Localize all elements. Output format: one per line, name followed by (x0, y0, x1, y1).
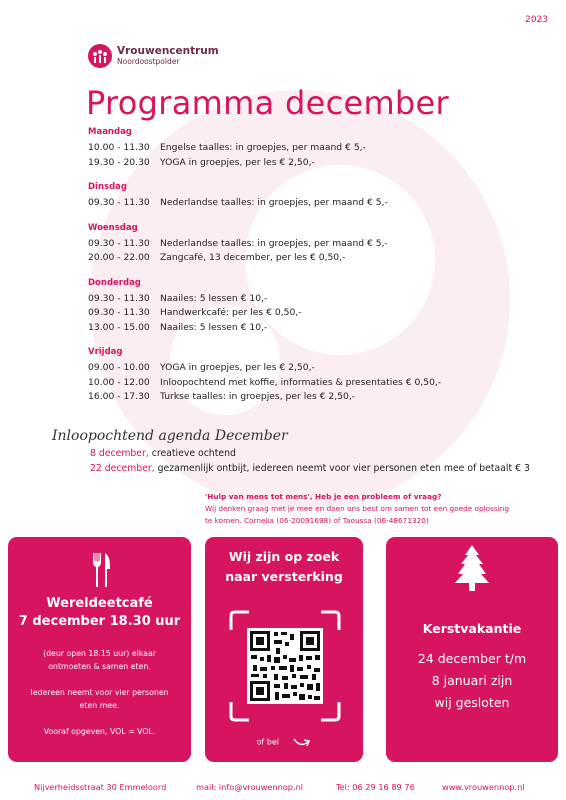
footer-address: Nijverheidsstraat 30 Emmeloord (34, 782, 167, 792)
footer-phone[interactable]: Tel: 06 29 16 89 76 (336, 782, 415, 792)
card-line: ontmoeten & samen eten. (48, 662, 151, 671)
card-line: Vooraf opgeven, VOL = VOL. (43, 727, 156, 736)
wereldeetcafe-card (8, 537, 191, 762)
row-time: 09.30 - 11.30 (88, 237, 150, 249)
inloop-date: 22 december, (90, 463, 155, 474)
row-time: 10.00 - 11.30 (88, 142, 150, 153)
card-line: 8 januari zijn (431, 673, 513, 688)
schedule-row (88, 390, 508, 405)
day-name: Donderdag (88, 277, 141, 288)
card-spacer (8, 673, 191, 686)
card-line: Iedereen neemt voor vier personen (30, 688, 169, 697)
inloop-agenda (52, 428, 532, 476)
row-activity: Naailes: 5 lessen € 10,- (160, 292, 268, 304)
row-activity: Nederlandse taalles: in groepjes, per maand € 5,- (160, 197, 388, 208)
row-activity: Turkse taalles: in groepjes, per les € 2,50,- (160, 391, 356, 402)
logo-name: Vrouwencentrum (117, 45, 219, 57)
card-subtitle: naar versterking (225, 569, 343, 584)
inloop-text: creatieve ochtend (148, 448, 236, 459)
inloop-date: 8 december, (90, 448, 149, 459)
card-body (386, 648, 558, 714)
arrow-icon (292, 736, 312, 748)
schedule-row (88, 196, 508, 211)
schedule-row (88, 251, 508, 266)
schedule-row (88, 237, 508, 252)
day-name: Maandag (88, 127, 132, 137)
inloop-title: Inloopochtend agenda December (52, 428, 288, 444)
card-line: eten mee. (79, 701, 120, 710)
day-block (88, 278, 508, 336)
row-activity: Zangcafé, 13 december, per les € 0,50,- (160, 252, 346, 263)
card-title: Wij zijn op zoek (228, 549, 340, 564)
row-time: 09.00 - 10.00 (88, 362, 150, 373)
help-notice (205, 491, 535, 527)
row-activity: YOGA in groepjes, per les € 2,50,- (160, 156, 315, 168)
logo-subtitle: Noordoostpolder (117, 57, 180, 66)
card-line: wij gesloten (434, 695, 510, 710)
schedule-row (88, 376, 508, 391)
row-time: 19.30 - 20.30 (88, 156, 150, 168)
cutlery-icon (91, 553, 111, 587)
help-line: Wij denken graag met je mee en doen ons best om samen tot een goede oplossing (205, 504, 510, 513)
row-activity: Engelse taalles: in groepjes, per maand € 5,- (160, 142, 366, 153)
day-name: Dinsdag (88, 182, 127, 192)
card-subtitle: 7 december 18.30 uur (18, 614, 181, 629)
day-block (88, 223, 508, 266)
christmas-tree-icon (455, 545, 489, 591)
card-body (8, 647, 191, 738)
row-time: 16.00 - 17.30 (88, 391, 150, 402)
row-activity: Nederlandse taalles: in groepjes, per maand € 5,- (160, 237, 388, 249)
footer-mail[interactable]: mail: info@vrouwennop.nl (196, 782, 304, 792)
kerstvakantie-card (386, 537, 558, 762)
schedule-row (88, 141, 508, 156)
row-activity: YOGA in groepjes, per les € 2,50,- (160, 362, 315, 373)
day-name: Woensdag (88, 222, 138, 233)
inloop-item (52, 461, 532, 476)
inloop-item (52, 446, 532, 461)
card-title: Wereldeetcafé (46, 596, 153, 611)
page-title: Programma december (86, 84, 449, 122)
day-block (88, 127, 508, 170)
row-activity: Inloopochtend met koffie, informaties & presentaties € 0,50,- (160, 376, 442, 388)
card-spacer (8, 712, 191, 725)
schedule-row (88, 156, 508, 171)
help-line: te komen. Cornelia (06-20091698) of Taoussa (06-48671320) (205, 516, 429, 525)
row-time: 10.00 - 12.00 (88, 376, 150, 388)
row-time: 20.00 - 22.00 (88, 252, 150, 263)
schedule-row (88, 321, 508, 336)
row-time: 13.00 - 15.00 (88, 321, 150, 333)
card-line: 24 december t/m (417, 651, 527, 666)
day-block (88, 347, 508, 405)
schedule-row (88, 306, 508, 321)
qr-code[interactable] (229, 610, 341, 722)
row-time: 09.30 - 11.30 (88, 292, 150, 304)
logo (88, 44, 219, 68)
logo-icon (88, 44, 112, 68)
call-hint (205, 736, 363, 748)
card-line: (deur open 18.15 uur) elkaar (43, 649, 156, 658)
row-time: 09.30 - 11.30 (88, 197, 150, 208)
inloop-text: gezamenlijk ontbijt, iedereen neemt voor vier personen eten mee of betaalt € 3 (154, 463, 530, 474)
row-activity: Naailes: 5 lessen € 10,- (160, 321, 268, 333)
call-text: of bel (256, 737, 279, 747)
footer-website[interactable]: www.vrouwennop.nl (442, 782, 525, 792)
row-time: 09.30 - 11.30 (88, 307, 150, 318)
schedule-row (88, 292, 508, 307)
row-activity: Handwerkcafé: per les € 0,50,- (160, 307, 302, 318)
card-title: Kerstvakantie (422, 621, 522, 636)
help-question: 'Hulp van mens tot mens', Heb je een probleem of vraag? (205, 492, 442, 501)
versterking-card (205, 537, 363, 762)
year-label: 2023 (525, 15, 548, 25)
day-block (88, 182, 508, 211)
schedule (88, 127, 508, 417)
schedule-row (88, 361, 508, 376)
day-name: Vrijdag (88, 347, 123, 357)
